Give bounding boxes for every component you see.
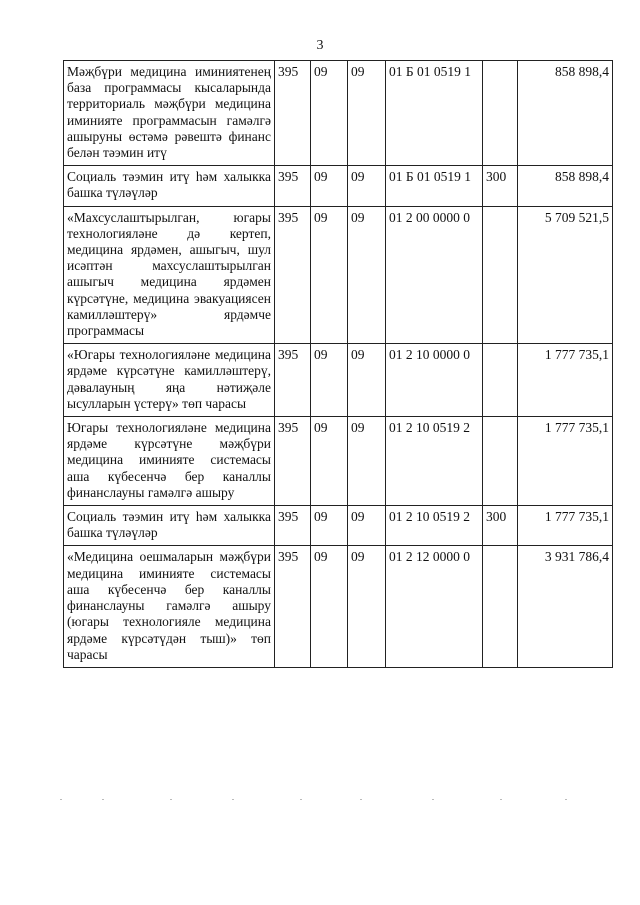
row-amount: 5 709 521,5 (518, 206, 613, 344)
row-amount: 3 931 786,4 (518, 546, 613, 667)
budget-table-body (64, 61, 613, 668)
table-row (64, 344, 613, 417)
row-expense-type (483, 546, 518, 667)
row-target-code: 01 2 10 0000 0 (386, 344, 483, 417)
table-row (64, 206, 613, 344)
row-expense-type: 300 (483, 506, 518, 546)
page-number: 3 (316, 38, 324, 53)
row-expense-type (483, 61, 518, 166)
table-row (64, 166, 613, 206)
row-amount: 858 898,4 (518, 61, 613, 166)
row-subsection: 09 (348, 166, 386, 206)
row-target-code: 01 2 10 0519 2 (386, 506, 483, 546)
row-name: «Махсуслаштырылган, югары технологияләне дә кертеп, медицина ярдәмен, ашыгыч, шул исәптән махсуслаштырылган ашыгыч медицина ярдәмен күрсәтүне, медицина эвакуациясен камилләштерү» ярдәмче программасы (64, 206, 275, 344)
row-subsection: 09 (348, 206, 386, 344)
row-expense-type (483, 344, 518, 417)
row-expense-type (483, 206, 518, 344)
scan-artifact-dots (60, 799, 580, 801)
row-section: 09 (311, 506, 348, 546)
row-section: 09 (311, 546, 348, 667)
row-ministry-code: 395 (275, 417, 311, 506)
row-name: Социаль тәэмин итү һәм халыкка башка түләүләр (64, 166, 275, 206)
row-subsection: 09 (348, 344, 386, 417)
row-amount: 1 777 735,1 (518, 506, 613, 546)
row-expense-type (483, 417, 518, 506)
row-amount: 1 777 735,1 (518, 417, 613, 506)
row-target-code: 01 2 10 0519 2 (386, 417, 483, 506)
row-target-code: 01 Б 01 0519 1 (386, 61, 483, 166)
row-name: Мәҗбүри медицина иминиятенең база программасы кысаларында территориаль мәҗбүри медицина иминияте программасын гамәлгә ашыруны өстәмә рәвештә финанс белән тәэмин итү (64, 61, 275, 166)
row-name: «Югары технологияләне медицина ярдәме күрсәтүне камилләштерү, дәвалауның яңа нәтиҗәле ысулларын үстерү» төп чарасы (64, 344, 275, 417)
row-ministry-code: 395 (275, 206, 311, 344)
row-ministry-code: 395 (275, 61, 311, 166)
row-ministry-code: 395 (275, 506, 311, 546)
row-ministry-code: 395 (275, 166, 311, 206)
row-target-code: 01 2 00 0000 0 (386, 206, 483, 344)
row-expense-type: 300 (483, 166, 518, 206)
row-name: «Медицина оешмаларын мәҗбүри медицина иминияте системасы аша күбесенчә бер каналлы финанслауны гамәлгә ашыру (югары технологияле медицина ярдәме күрсәтүдән тыш)» төп чарасы (64, 546, 275, 667)
row-amount: 858 898,4 (518, 166, 613, 206)
table-row (64, 61, 613, 166)
row-ministry-code: 395 (275, 344, 311, 417)
budget-table (63, 60, 613, 668)
table-row (64, 506, 613, 546)
table-row (64, 417, 613, 506)
row-subsection: 09 (348, 506, 386, 546)
row-target-code: 01 2 12 0000 0 (386, 546, 483, 667)
row-subsection: 09 (348, 417, 386, 506)
row-name: Югары технологияләне медицина ярдәме күрсәтүне мәҗбүри медицина иминияте системасы аша күбесенчә бер каналлы финанслауны гамәлгә ашыру (64, 417, 275, 506)
row-subsection: 09 (348, 61, 386, 166)
row-section: 09 (311, 417, 348, 506)
row-subsection: 09 (348, 546, 386, 667)
row-ministry-code: 395 (275, 546, 311, 667)
row-section: 09 (311, 166, 348, 206)
row-amount: 1 777 735,1 (518, 344, 613, 417)
table-row (64, 546, 613, 667)
row-section: 09 (311, 344, 348, 417)
row-section: 09 (311, 61, 348, 166)
row-name: Социаль тәэмин итү һәм халыкка башка түләүләр (64, 506, 275, 546)
row-target-code: 01 Б 01 0519 1 (386, 166, 483, 206)
row-section: 09 (311, 206, 348, 344)
